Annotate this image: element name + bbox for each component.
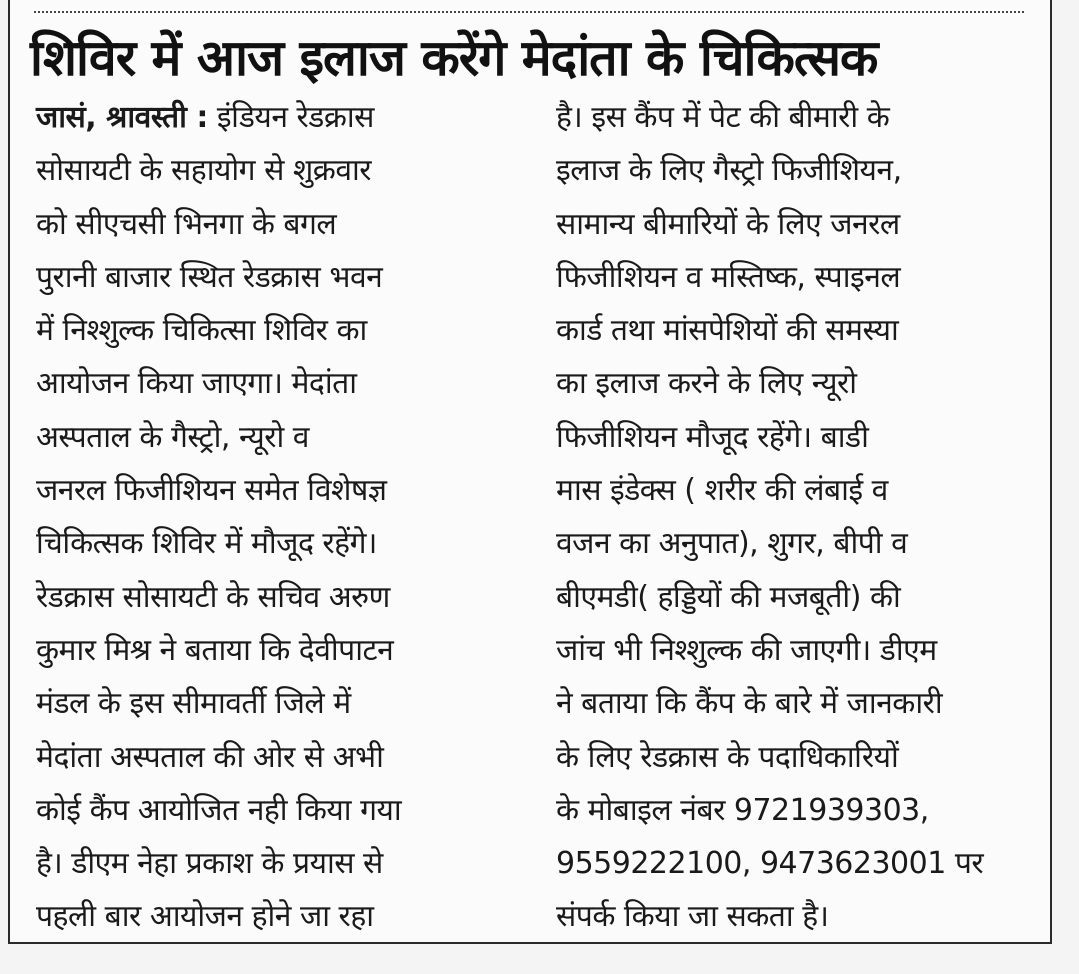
article-first-line [36, 91, 506, 144]
article-line: संपर्क किया जा सकता है। [556, 899, 829, 935]
article-line: है। डीएम नेहा प्रकाश के प्रयास से [36, 846, 383, 882]
article-line: आयोजन किया जाएगा। मेदांता [36, 366, 357, 402]
first-line-text: इंडियन रेडक्रास [207, 100, 374, 135]
article-line: के लिए रेडक्रास के पदाधिकारियों [556, 739, 899, 775]
article-line: 9559222100, 9473623001 पर [556, 846, 984, 882]
article-line: ने बताया कि कैंप के बारे में जानकारी [556, 686, 943, 722]
article-line: कार्ड तथा मांसपेशियों की समस्या [556, 313, 899, 349]
article-line: चिकित्सक शिविर में मौजूद रहेंगे। [36, 526, 377, 562]
article-line: जनरल फिजीशियन समेत विशेषज्ञ [36, 473, 387, 509]
article-line: के मोबाइल नंबर 9721939303, [556, 792, 929, 828]
article-line: फिजीशियन मौजूद रहेंगे। बाडी [556, 419, 869, 455]
byline: जासं, श्रावस्ती : [36, 100, 208, 135]
article-line: मंडल के इस सीमावर्ती जिले में [36, 686, 351, 722]
article-line: सामान्य बीमारियों के लिए जनरल [556, 206, 900, 242]
article-line: बीएमडी( हड्डियों की मजबूती) की [556, 579, 901, 615]
article-line: इलाज के लिए गैस्ट्रो फिजीशियन, [556, 153, 902, 189]
article-column-right [556, 91, 1026, 944]
headline: शिविर में आज इलाज करेंगे मेदांता के चिकित्सक [30, 29, 878, 87]
article-column-left [36, 91, 506, 944]
article-line: कुमार मिश्र ने बताया कि देवीपाटन [36, 632, 394, 668]
dotted-separator-rule [34, 11, 1024, 13]
article-line: अस्पताल के गैस्ट्रो, न्यूरो व [36, 419, 309, 455]
article-line: को सीएचसी भिनगा के बगल [36, 206, 337, 242]
article-line: फिजीशियन व मस्तिष्क, स्पाइनल [556, 259, 901, 295]
article-line: का इलाज करने के लिए न्यूरो [556, 366, 857, 402]
article-line: जांच भी निश्शुल्क की जाएगी। डीएम [556, 632, 937, 668]
article-line: है। इस कैंप में पेट की बीमारी के [556, 100, 890, 135]
article-line: कोई कैंप आयोजित नही किया गया [36, 792, 402, 828]
article-line: मास इंडेक्स ( शरीर की लंबाई व [556, 473, 888, 509]
article-line: मेदांता अस्पताल की ओर से अभी [36, 739, 384, 775]
article-line: रेडक्रास सोसायटी के सचिव अरुण [36, 579, 390, 615]
article-line: पुरानी बाजार स्थित रेडक्रास भवन [36, 259, 383, 295]
article-line: पहली बार आयोजन होने जा रहा [36, 899, 374, 935]
article-line: सोसायटी के सहायोग से शुक्रवार [36, 153, 372, 189]
article-line: वजन का अनुपात), शुगर, बीपी व [556, 526, 908, 562]
article-line: में निश्शुल्क चिकित्सा शिविर का [36, 313, 367, 349]
